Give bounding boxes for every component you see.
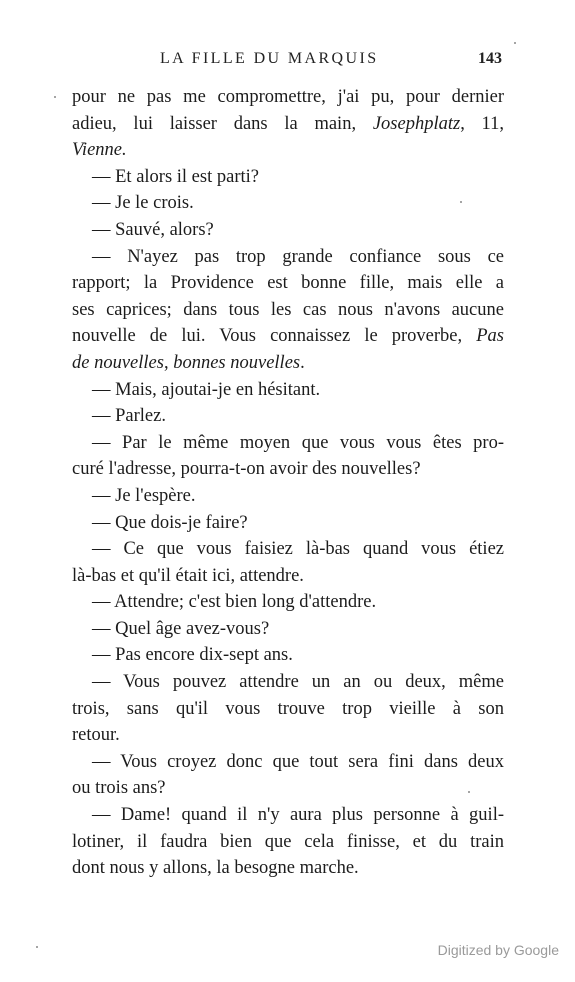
dialogue-line: — Dame! quand il n'y aura plus personne à guil- — [92, 805, 504, 826]
running-title: LA FILLE DU MARQUIS — [160, 50, 379, 67]
text-line: pour ne pas me compromettre, j'ai pu, pour dernier — [72, 87, 504, 107]
dialogue-line: — N'ayez pas trop grande confiance sous ce — [92, 246, 504, 267]
dialogue-line: — Mais, ajoutai-je en hésitant. — [92, 379, 321, 400]
dialogue-line: — Parlez. — [92, 406, 166, 427]
page-header — [72, 50, 504, 72]
dialogue-line: — Vous pouvez attendre un an ou deux, même — [92, 672, 504, 693]
text-line: curé l'adresse, pourra-t-on avoir des nouvelles? — [72, 459, 421, 480]
text-line: là-bas et qu'il était ici, attendre. — [72, 565, 304, 586]
text-line: dont nous y allons, la besogne marche. — [72, 858, 359, 879]
paper-speck — [514, 42, 516, 44]
text-line: Vienne. — [72, 140, 127, 161]
dialogue-line: — Je le crois. — [92, 193, 194, 214]
text-line: retour. — [72, 725, 120, 746]
page-number: 143 — [478, 50, 502, 67]
address-text: Josephplatz — [372, 113, 461, 134]
paper-speck — [54, 96, 56, 98]
dialogue-line: — Par le même moyen que vous vous êtes pro- — [92, 432, 504, 453]
dialogue-line: — Je l'espère. — [92, 485, 196, 506]
text-line: ou trois ans? — [72, 778, 166, 799]
dialogue-line: — Sauvé, alors? — [92, 219, 214, 240]
dialogue-line: — Attendre; c'est bien long d'attendre. — [92, 592, 377, 613]
text-line: lotiner, il faudra bien que cela finisse, et du train — [72, 831, 504, 852]
text-line: de nouvelles, bonnes nouvelles. — [72, 352, 305, 373]
page-body — [72, 84, 504, 882]
text-line: nouvelle de lui. Vous connaissez le proverbe, Pas — [72, 326, 504, 347]
text-line: trois, sans qu'il vous trouve trop vieille à son — [72, 698, 504, 719]
dialogue-line: — Pas encore dix-sept ans. — [92, 645, 293, 666]
dialogue-line: — Et alors il est parti? — [92, 166, 259, 187]
dialogue-line: — Ce que vous faisiez là-bas quand vous étiez — [92, 539, 504, 560]
dialogue-line: — Quel âge avez-vous? — [92, 618, 270, 639]
digitization-watermark: Digitized by Google — [437, 942, 559, 958]
dialogue-line: — Que dois-je faire? — [92, 512, 248, 533]
dialogue-line: — Vous croyez donc que tout sera fini dans deux — [92, 751, 504, 772]
text-line: rapport; la Providence est bonne fille, mais elle a — [72, 273, 504, 294]
paper-speck — [460, 201, 462, 203]
paper-speck — [36, 946, 38, 948]
paper-speck — [468, 791, 470, 793]
text-line: adieu, lui laisser dans la main, Josephplatz, 11, — [72, 113, 504, 134]
text-line: ses caprices; dans tous les cas nous n'avons aucune — [72, 299, 504, 320]
